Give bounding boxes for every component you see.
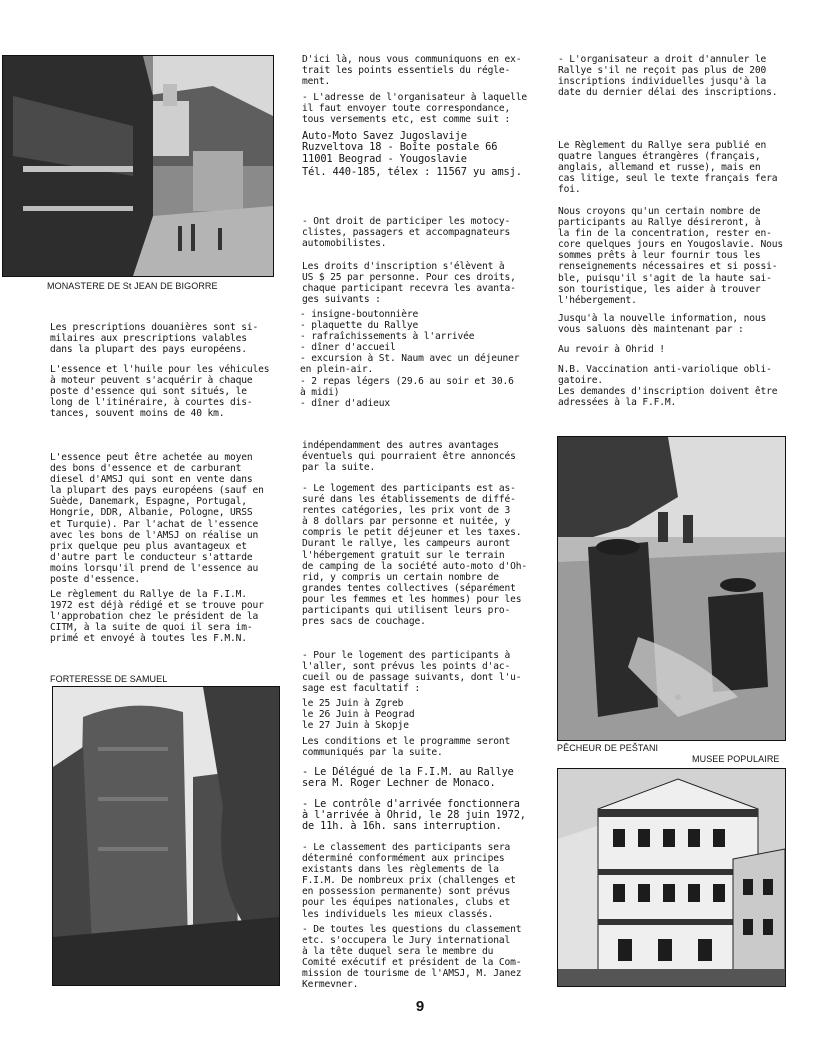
page-number: 9 [415,998,425,1015]
col2-address-block: Auto-Moto Savez Jugoslavije Ruzveltova 18 - Boîte postale 66 11001 Beograd - Yougoslavie [302,130,498,165]
photo-folk-museum [557,768,786,987]
col3-cancellation-paragraph: - L'organisateur a droit d'annuler le Rallye s'il ne reçoit pas plus de 200 inscriptions individuelles jusqu'à la date du dernier délai des inscriptions. [558,54,778,99]
col2-arrival-control-paragraph: - Le contrôle d'arrivée fonctionnera à l'arrivée à Ohrid, le 28 juin 1972, de 11h. à 16h. sans interruption. [302,798,526,833]
caption-fortress: FORTERESSE DE SAMUEL [50,674,168,684]
col3-greeting-paragraph: Jusqu'à la nouvelle information, nous vous saluons dès maintenant par : [558,313,767,336]
col3-extended-stay-paragraph: Nous croyons qu'un certain nombre de participants au Rallye désireront, à la fin de la concentration, rester en- core quelques jours en Yougoslavie. Nous sommes prêts à leur fournir tous les renseignements nécessaires et si possi- ble, puisqu'il s'agit de la haute sai- son touristique, les aider à trouver l'hébergement. [558,206,784,306]
col2-lodging-paragraph: - Le logement des participants est as- suré dans les établissements de diffé- rentes catégories, les prix vont de 3 à 8 dollars par personne et nuitée, y compris le petit déjeuner et les taxes. Durant le rallye, les campeurs auront l'hébergement gratuit sur le terrain de camping de la société auto-moto d'Oh- rid, y compris un certain nombre de grandes tentes collectives (séparément pour les femmes et les hommes) pour les participants qui utilisent leurs pro- pres sacs de couchage. [302,483,528,628]
col2-reception-paragraph: - Pour le logement des participants à l'aller, sont prévus les points d'ac- cueil ou de passage suivants, dont l'u- sage est facultatif : [302,650,522,695]
col2-classification-paragraph: - Le classement des participants sera déterminé conformément aux principes existants dans les règlements de la F.I.M. De nombreux prix (challenges et en possession permanente) sont prévus pour les équipes nationales, clubs et les individuels les mieux classés. [302,842,516,920]
caption-fisherman: PÊCHEUR DE PEŠTANI [557,743,659,753]
photo-monastery [2,55,274,277]
col2-jury-paragraph: - De toutes les questions du classement etc. s'occupera le Jury international à la tête duquel sera le membre du Comité exécutif et président de la Com- mission de tourisme de l'AMSJ, M. Janez Kermevner. [302,924,522,991]
col1-regulation-paragraph: Le règlement du Rallye de la F.I.M. 1972 est déjà rédigé et se trouve pour l'approbation chez le président de la CITM, à la suite de quoi il sera im- primé et envoyé à toutes les F.M.N. [50,589,264,645]
col2-address-intro: - L'adresse de l'organisateur à laquelle il faut envoyer toute correspondance, tous versements etc, est comme suit : [302,92,528,126]
caption-monastery: MONASTERE DE St JEAN DE BIGORRE [47,281,218,291]
col2-fees-paragraph: Les droits d'inscription s'élèvent à US $ 25 par personne. Pour ces droits, chaque participant recevra les avanta- ges suivants : [302,261,516,306]
col2-contact-line: Tél. 440-185, télex : 11567 yu amsj. [302,166,522,178]
col2-benefits-list: - insigne-boutonnière - plaquette du Rallye - rafraîchissements à l'arrivée - dîner d'accueil - excursion à St. Naum avec un déjeuner en plein-air. - 2 repas légers (29.6 au soir et 30.6 à midi) - dîner d'adieux [300,309,520,409]
col3-languages-paragraph: Le Règlement du Rallye sera publié en quatre langues étrangères (français, anglais, allemand et russe), mais en cas litige, seul le texte français fera foi. [558,140,778,196]
photo-fisherman [557,436,786,741]
col2-conditions-paragraph: Les conditions et le programme seront communiqués par la suite. [302,736,511,759]
col2-dates-list: le 25 Juin à Zgreb le 26 Juin à Peograd le 27 Juin à Skopje [302,698,415,732]
col3-farewell-line: Au revoir à Ohrid ! [558,344,665,355]
caption-folk-museum: MUSEE POPULAIRE [692,754,780,764]
col1-customs-paragraph: Les prescriptions douanières sont si- milaires aux prescriptions valables dans la plupart des pays européens. [50,322,259,356]
col2-intro-paragraph: D'ici là, nous vous communiquons en ex- trait les points essentiels du régle- ment. [302,54,522,88]
col1-fuel-paragraph: L'essence et l'huile pour les véhicules à moteur peuvent s'acquérir à chaque poste d'essence qui sont situés, le long de l'itinéraire, à courtes dis- tances, souvent moins de 40 km. [50,364,270,420]
col1-fuel-coupons-paragraph: L'essence peut être achetée au moyen des bons d'essence et de carburant diesel d'AMSJ qui sont en vente dans la plupart des pays européens (sauf en Suède, Danemark, Espagne, Portugal, Hongrie, DDR, Albanie, Pologne, URSS et Turquie). Par l'achat de l'essence avec les bons de l'AMSJ on réalise un prix quelque peu plus avantageux et d'autre part le conducteur s'attarde moins lorsqu'il prend de l'essence au poste d'essence. [50,452,264,586]
col2-delegate-paragraph: - Le Délégué de la F.I.M. au Rallye sera M. Roger Lechner de Monaco. [302,766,514,790]
col2-other-benefits: indépendamment des autres avantages éventuels qui pourraient être annoncés par la suite. [302,440,516,474]
photo-fortress [52,686,280,986]
col2-participants-paragraph: - Ont droit de participer les motocy- clistes, passagers et accompagnateurs automobilistes. [302,216,511,250]
col3-note-paragraph: N.B. Vaccination anti-variolique obli- gatoire. Les demandes d'inscription doivent être adressées à la F.F.M. [558,364,778,409]
